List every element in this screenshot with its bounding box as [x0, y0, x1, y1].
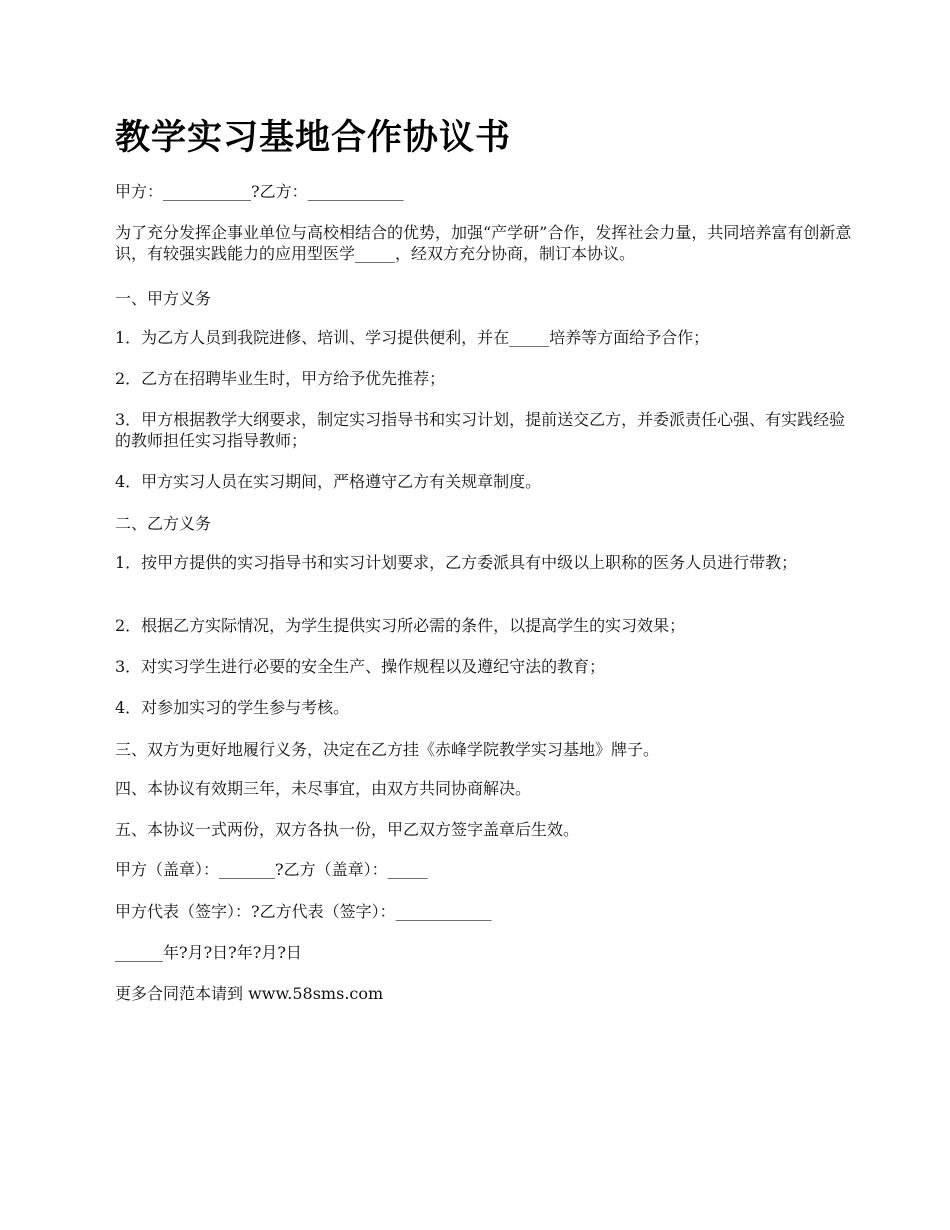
document-title: 教学实习基地合作协议书 — [115, 118, 512, 158]
footer-note: 更多合同范本请到 www.58sms.com — [115, 984, 384, 1003]
section2-item-2: 2．根据乙方实际情况，为学生提供实习所必需的条件，以提高学生的实习效果； — [115, 616, 686, 635]
representative-line: 甲方代表（签字）：?乙方代表（签字）：____________ — [115, 902, 492, 921]
date-line: ______年?月?日?年?月?日 — [115, 943, 302, 962]
seal-line: 甲方（盖章）：_______?乙方（盖章）：_____ — [115, 860, 428, 879]
section1-item-1: 1．为乙方人员到我院进修、培训、学习提供便利，并在_____培养等方面给予合作； — [115, 328, 710, 347]
section2-item-1: 1．按甲方提供的实习指导书和实习计划要求，乙方委派具有中级以上职称的医务人员进行带教； — [115, 553, 798, 572]
section1-item-3: 3．甲方根据教学大纲要求，制定实习指导书和实习计划，提前送交乙方，并委派责任心强、有实践经验的教师担任实习指导教师； — [115, 410, 846, 450]
section1-item-2: 2．乙方在招聘毕业生时，甲方给予优先推荐； — [115, 369, 446, 388]
section2-heading: 二、乙方义务 — [115, 514, 212, 533]
clause-3: 三、双方为更好地履行义务，决定在乙方挂《赤峰学院教学实习基地》牌子。 — [115, 740, 660, 759]
parties-line: 甲方：___________?乙方：____________ — [115, 182, 404, 201]
clause-4: 四、本协议有效期三年，未尽事宜，由双方共同协商解决。 — [115, 779, 532, 798]
intro-paragraph: 为了充分发挥企事业单位与高校相结合的优势，加强“产学研”合作，发挥社会力量，共同培养富有创新意识，有较强实践能力的应用型医学_____，经双方充分协商，制订本协议。 — [115, 223, 852, 263]
section2-item-4: 4．对参加实习的学生参与考核。 — [115, 698, 350, 717]
section1-item-4: 4．甲方实习人员在实习期间，严格遵守乙方有关规章制度。 — [115, 472, 542, 491]
section2-item-3: 3．对实习学生进行必要的安全生产、操作规程以及遵纪守法的教育； — [115, 657, 606, 676]
section1-heading: 一、甲方义务 — [115, 289, 212, 308]
clause-5: 五、本协议一式两份，双方各执一份，甲乙双方签字盖章后生效。 — [115, 820, 580, 839]
